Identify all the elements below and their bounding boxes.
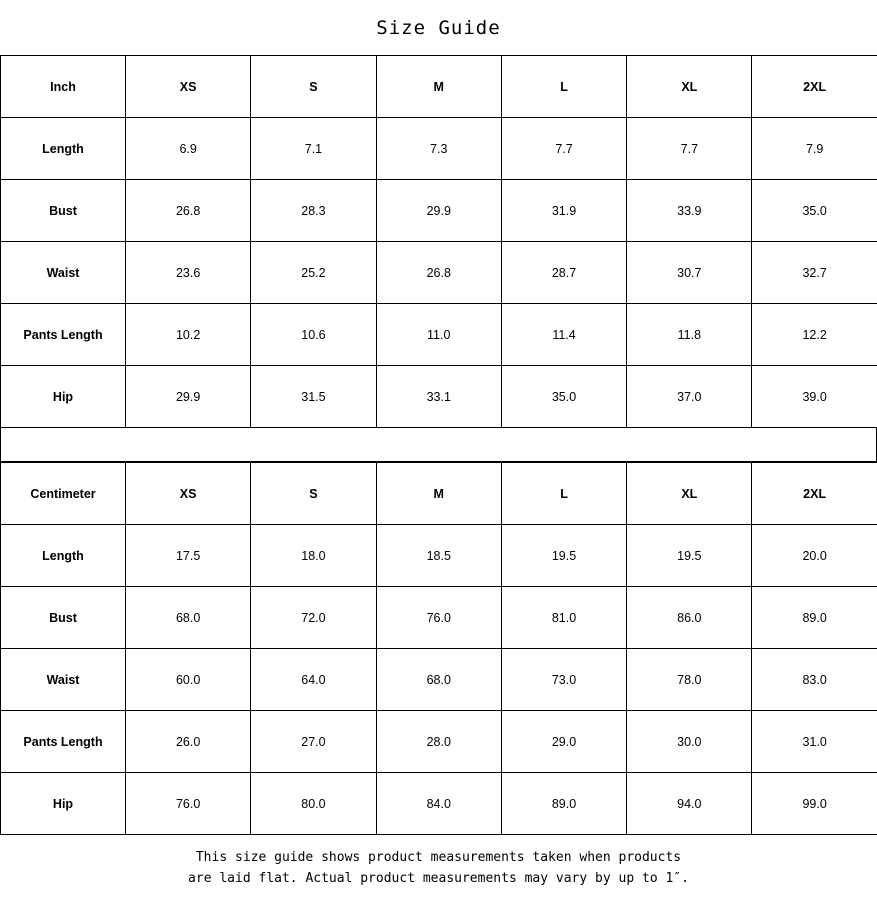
size-header-2xl: 2XL	[752, 56, 877, 118]
table-row	[1, 366, 877, 428]
cell-value: 99.0	[752, 773, 877, 835]
cell-value: 7.1	[251, 118, 376, 180]
cell-value: 29.9	[126, 366, 251, 428]
size-header-xs: XS	[126, 463, 251, 525]
cell-value: 84.0	[376, 773, 501, 835]
cell-value: 26.8	[376, 242, 501, 304]
table-row	[1, 118, 877, 180]
cell-value: 30.0	[627, 711, 752, 773]
table-row	[1, 180, 877, 242]
cell-value: 7.7	[501, 118, 626, 180]
cell-value: 10.2	[126, 304, 251, 366]
cell-value: 20.0	[752, 525, 877, 587]
size-header-xs: XS	[126, 56, 251, 118]
size-header-l: L	[501, 463, 626, 525]
cell-value: 6.9	[126, 118, 251, 180]
cell-value: 33.1	[376, 366, 501, 428]
cell-value: 30.7	[627, 242, 752, 304]
disclaimer-line-2: are laid flat. Actual product measurements may vary by up to 1″.	[188, 871, 689, 886]
cell-value: 17.5	[126, 525, 251, 587]
disclaimer-note	[0, 835, 877, 899]
cell-value: 10.6	[251, 304, 376, 366]
table-header-row	[1, 463, 877, 525]
cell-value: 32.7	[752, 242, 877, 304]
cell-value: 28.0	[376, 711, 501, 773]
cell-value: 7.3	[376, 118, 501, 180]
table-row	[1, 242, 877, 304]
cell-value: 12.2	[752, 304, 877, 366]
size-header-s: S	[251, 463, 376, 525]
cell-value: 19.5	[627, 525, 752, 587]
size-header-xl: XL	[627, 463, 752, 525]
size-header-xl: XL	[627, 56, 752, 118]
cell-value: 7.9	[752, 118, 877, 180]
cell-value: 68.0	[376, 649, 501, 711]
table-row	[1, 304, 877, 366]
cell-value: 60.0	[126, 649, 251, 711]
table-separator	[0, 428, 877, 462]
size-header-2xl: 2XL	[752, 463, 877, 525]
measure-label-length: Length	[1, 118, 126, 180]
size-header-s: S	[251, 56, 376, 118]
cell-value: 18.0	[251, 525, 376, 587]
table-row	[1, 773, 877, 835]
cell-value: 89.0	[752, 587, 877, 649]
cell-value: 72.0	[251, 587, 376, 649]
cell-value: 7.7	[627, 118, 752, 180]
cell-value: 35.0	[501, 366, 626, 428]
cell-value: 37.0	[627, 366, 752, 428]
measure-label-hip: Hip	[1, 366, 126, 428]
measure-label-pants-length: Pants Length	[1, 711, 126, 773]
inch-size-table	[0, 55, 877, 428]
measure-label-waist: Waist	[1, 649, 126, 711]
cell-value: 26.0	[126, 711, 251, 773]
cell-value: 11.0	[376, 304, 501, 366]
cell-value: 29.0	[501, 711, 626, 773]
cell-value: 28.3	[251, 180, 376, 242]
table-row	[1, 525, 877, 587]
cell-value: 18.5	[376, 525, 501, 587]
cell-value: 28.7	[501, 242, 626, 304]
cell-value: 83.0	[752, 649, 877, 711]
cell-value: 11.4	[501, 304, 626, 366]
cell-value: 89.0	[501, 773, 626, 835]
cell-value: 81.0	[501, 587, 626, 649]
cell-value: 86.0	[627, 587, 752, 649]
table-row	[1, 587, 877, 649]
cell-value: 27.0	[251, 711, 376, 773]
cell-value: 23.6	[126, 242, 251, 304]
size-header-m: M	[376, 56, 501, 118]
page-title: Size Guide	[376, 17, 501, 39]
cell-value: 19.5	[501, 525, 626, 587]
cell-value: 31.0	[752, 711, 877, 773]
cell-value: 33.9	[627, 180, 752, 242]
cell-value: 26.8	[126, 180, 251, 242]
cell-value: 39.0	[752, 366, 877, 428]
cell-value: 94.0	[627, 773, 752, 835]
cell-value: 64.0	[251, 649, 376, 711]
disclaimer-line-1: This size guide shows product measurements taken when products	[195, 850, 682, 865]
cell-value: 31.5	[251, 366, 376, 428]
unit-label-centimeter: Centimeter	[1, 463, 126, 525]
cell-value: 80.0	[251, 773, 376, 835]
cell-value: 11.8	[627, 304, 752, 366]
table-header-row	[1, 56, 877, 118]
measure-label-bust: Bust	[1, 180, 126, 242]
cell-value: 73.0	[501, 649, 626, 711]
cell-value: 68.0	[126, 587, 251, 649]
measure-label-waist: Waist	[1, 242, 126, 304]
table-row	[1, 649, 877, 711]
table-row	[1, 711, 877, 773]
measure-label-bust: Bust	[1, 587, 126, 649]
cell-value: 78.0	[627, 649, 752, 711]
measure-label-hip: Hip	[1, 773, 126, 835]
cell-value: 31.9	[501, 180, 626, 242]
measure-label-length: Length	[1, 525, 126, 587]
cell-value: 76.0	[126, 773, 251, 835]
cell-value: 35.0	[752, 180, 877, 242]
size-header-m: M	[376, 463, 501, 525]
cell-value: 76.0	[376, 587, 501, 649]
cell-value: 29.9	[376, 180, 501, 242]
measure-label-pants-length: Pants Length	[1, 304, 126, 366]
size-header-l: L	[501, 56, 626, 118]
unit-label-inch: Inch	[1, 56, 126, 118]
cell-value: 25.2	[251, 242, 376, 304]
centimeter-size-table	[0, 462, 877, 835]
